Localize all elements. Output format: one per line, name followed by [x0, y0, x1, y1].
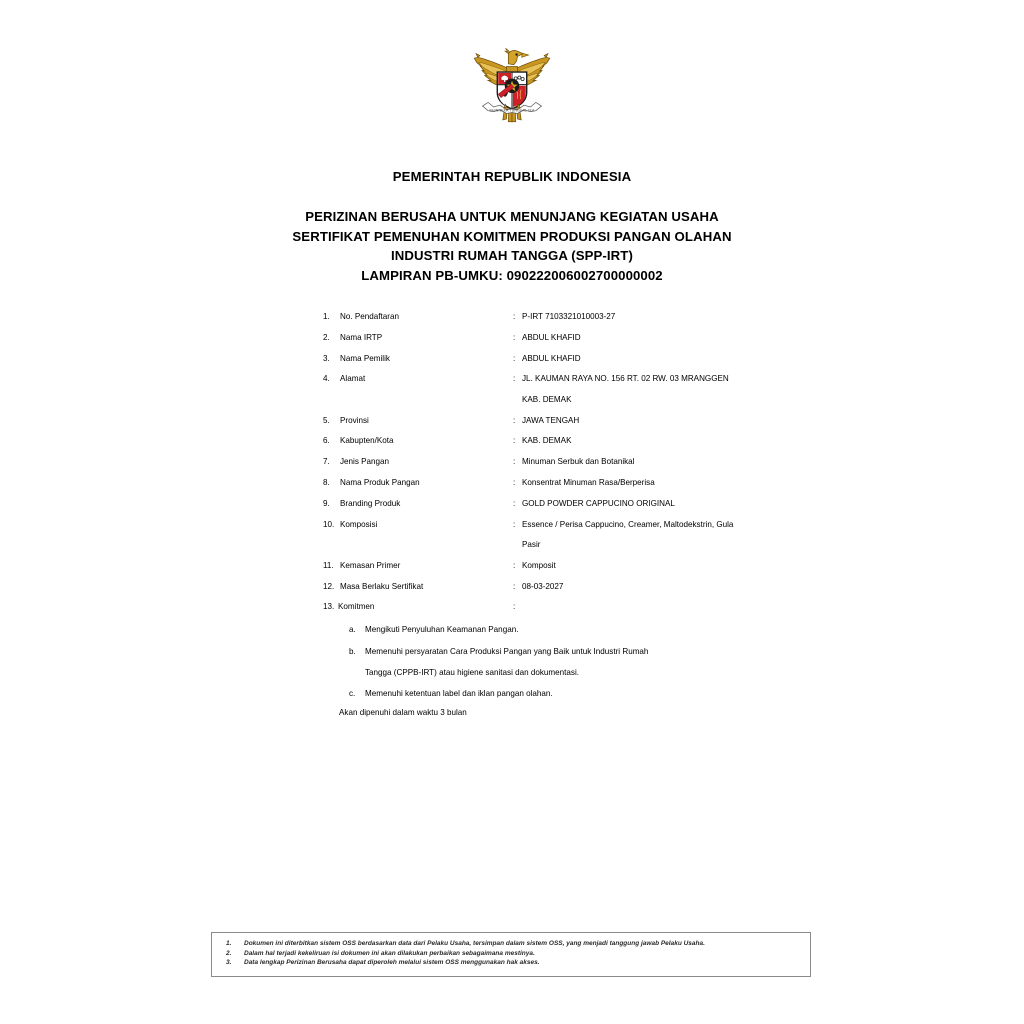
footer-item-number: 2.: [226, 949, 232, 957]
row-colon: :: [513, 560, 516, 570]
footer-item-text: Dalam hal terjadi kekeliruan isi dokumen ini akan dilakukan perbaikan sebagaimana mestinya.: [244, 949, 535, 957]
footer-item-text: Data lengkap Perizinan Berusaha dapat diperoleh melalui sistem OSS menggunakan hak akses.: [244, 959, 540, 967]
detail-row-nama-pemilik: [323, 354, 823, 364]
garuda-pancasila-emblem: [466, 38, 558, 130]
row-number: 2.: [323, 332, 330, 342]
row-value-line2: KAB. DEMAK: [522, 394, 572, 404]
heading-line-sertifikat: SERTIFIKAT PEMENUHAN KOMITMEN PRODUKSI PANGAN OLAHAN: [292, 228, 732, 244]
row-colon: :: [513, 602, 516, 612]
row-label: Kabupten/Kota: [340, 436, 394, 446]
detail-row-kemasan-primer: [323, 561, 823, 571]
row-value: Minuman Serbuk dan Botanikal: [522, 457, 635, 467]
emblem-container: [0, 38, 1024, 135]
row-label: Provinsi: [340, 415, 369, 425]
row-value: JAWA TENGAH: [522, 415, 580, 425]
row-colon: :: [513, 312, 516, 321]
row-number: 3.: [323, 353, 330, 363]
certificate-details-list: [323, 312, 823, 623]
row-colon: :: [513, 581, 516, 591]
commitment-text-block: [365, 647, 819, 678]
row-value: Komposit: [522, 560, 556, 570]
commitment-text: Memenuhi ketentuan label dan iklan pangan olahan.: [365, 689, 553, 699]
row-label: Nama Pemilik: [340, 353, 390, 363]
commitment-sublist: [349, 625, 819, 711]
heading-line-industri: INDUSTRI RUMAH TANGGA (SPP-IRT): [391, 248, 633, 263]
commitment-text: Memenuhi persyaratan Cara Produksi Pangan yang Baik untuk Industri Rumah: [365, 646, 649, 656]
row-value: JL. KAUMAN RAYA NO. 156 RT. 02 RW. 03 MRANGGEN: [522, 374, 729, 384]
row-value-line2: Pasir: [522, 539, 541, 549]
row-value: ABDUL KHAFID: [522, 332, 581, 342]
row-number: 4.: [323, 374, 330, 384]
row-value: Essence / Perisa Cappucino, Creamer, Maltodekstrin, Gula: [522, 519, 734, 529]
commitment-item-b: [349, 647, 819, 678]
heading-line-perizinan: PERIZINAN BERUSAHA UNTUK MENUNJANG KEGIATAN USAHA: [305, 209, 719, 224]
row-number: 8.: [323, 477, 330, 487]
row-number: 7.: [323, 457, 330, 467]
row-value: P-IRT 7103321010003-27: [522, 312, 616, 321]
detail-row-provinsi: [323, 416, 823, 426]
row-value: 08-03-2027: [522, 581, 564, 591]
row-label: Jenis Pangan: [340, 457, 390, 467]
document-heading-block: [0, 168, 1024, 285]
row-number: 9.: [323, 498, 330, 508]
detail-row-nama-produk-pangan: [323, 478, 823, 488]
footer-item-text: Dokumen ini diterbitkan sistem OSS berdasarkan data dari Pelaku Usaha, tersimpan dalam sistem OSS, yang menjadi tanggung jawab Pelaku Usaha.: [244, 940, 705, 947]
row-label: Kemasan Primer: [340, 560, 401, 570]
commitment-letter: b.: [349, 646, 356, 656]
detail-row-masa-berlaku-sertifikat: [323, 582, 823, 592]
row-number: 1.: [323, 312, 330, 321]
row-value: ABDUL KHAFID: [522, 353, 581, 363]
row-colon: :: [513, 374, 516, 384]
row-colon: :: [513, 353, 516, 363]
footer-disclaimer-list: [212, 933, 810, 968]
row-value: KAB. DEMAK: [522, 436, 572, 446]
row-number: 11.: [323, 560, 334, 570]
detail-row-no-pendaftaran: [323, 312, 823, 322]
row-colon: :: [513, 332, 516, 342]
commitment-letter: a.: [349, 625, 356, 634]
row-value-block: [522, 520, 823, 550]
footer-item-number: 1.: [226, 940, 232, 947]
row-value: Konsentrat Minuman Rasa/Berperisa: [522, 477, 655, 487]
commitment-letter: c.: [349, 689, 356, 699]
footer-item: [226, 958, 800, 968]
row-label: No. Pendaftaran: [340, 312, 399, 321]
detail-row-jenis-pangan: [323, 457, 823, 467]
row-colon: :: [513, 519, 516, 529]
row-label: Nama IRTP: [340, 332, 383, 342]
page-title: PEMERINTAH REPUBLIK INDONESIA: [392, 169, 632, 184]
commitment-text: Mengikuti Penyuluhan Keamanan Pangan.: [365, 625, 519, 634]
footer-item: [226, 939, 800, 949]
commitment-closing-note: Akan dipenuhi dalam waktu 3 bulan: [339, 708, 467, 717]
detail-row-branding-produk: [323, 499, 823, 509]
commitment-item-c: [349, 689, 819, 699]
row-colon: :: [513, 498, 516, 508]
row-colon: :: [513, 436, 516, 446]
detail-row-nama-irtp: [323, 333, 823, 343]
row-number: 12.: [323, 581, 335, 591]
detail-row-komitmen: [323, 602, 823, 612]
row-label: Komposisi: [340, 519, 378, 529]
row-number: 6.: [323, 436, 330, 446]
row-value: GOLD POWDER CAPPUCINO ORIGINAL: [522, 498, 675, 508]
detail-row-komposisi: [323, 520, 823, 550]
detail-row-kabupaten-kota: [323, 436, 823, 446]
row-value-block: [522, 374, 823, 404]
row-label: Branding Produk: [340, 498, 401, 508]
row-label: Komitmen: [338, 602, 375, 612]
footer-disclaimer-box: [211, 932, 811, 977]
row-colon: :: [513, 457, 516, 467]
row-number: 13.: [323, 602, 335, 612]
footer-item: [226, 949, 800, 959]
row-number: 10.: [323, 519, 335, 529]
row-colon: :: [513, 415, 516, 425]
row-colon: :: [513, 477, 516, 487]
footer-item-number: 3.: [226, 959, 232, 967]
commitment-item-a: [349, 625, 819, 635]
row-label: Nama Produk Pangan: [340, 477, 420, 487]
row-number: 5.: [323, 415, 330, 425]
heading-spacer: [0, 186, 1024, 207]
detail-row-alamat: [323, 374, 823, 404]
emblem-motto-text: BHINNEKA TUNGGAL IKA: [489, 108, 535, 113]
commitment-text-line2: Tangga (CPPB-IRT) atau higiene sanitasi dan dokumentasi.: [365, 667, 580, 677]
row-label: Masa Berlaku Sertifikat: [340, 581, 424, 591]
row-label: Alamat: [340, 374, 366, 384]
heading-line-lampiran: LAMPIRAN PB-UMKU: 090222006002700000002: [361, 267, 663, 283]
